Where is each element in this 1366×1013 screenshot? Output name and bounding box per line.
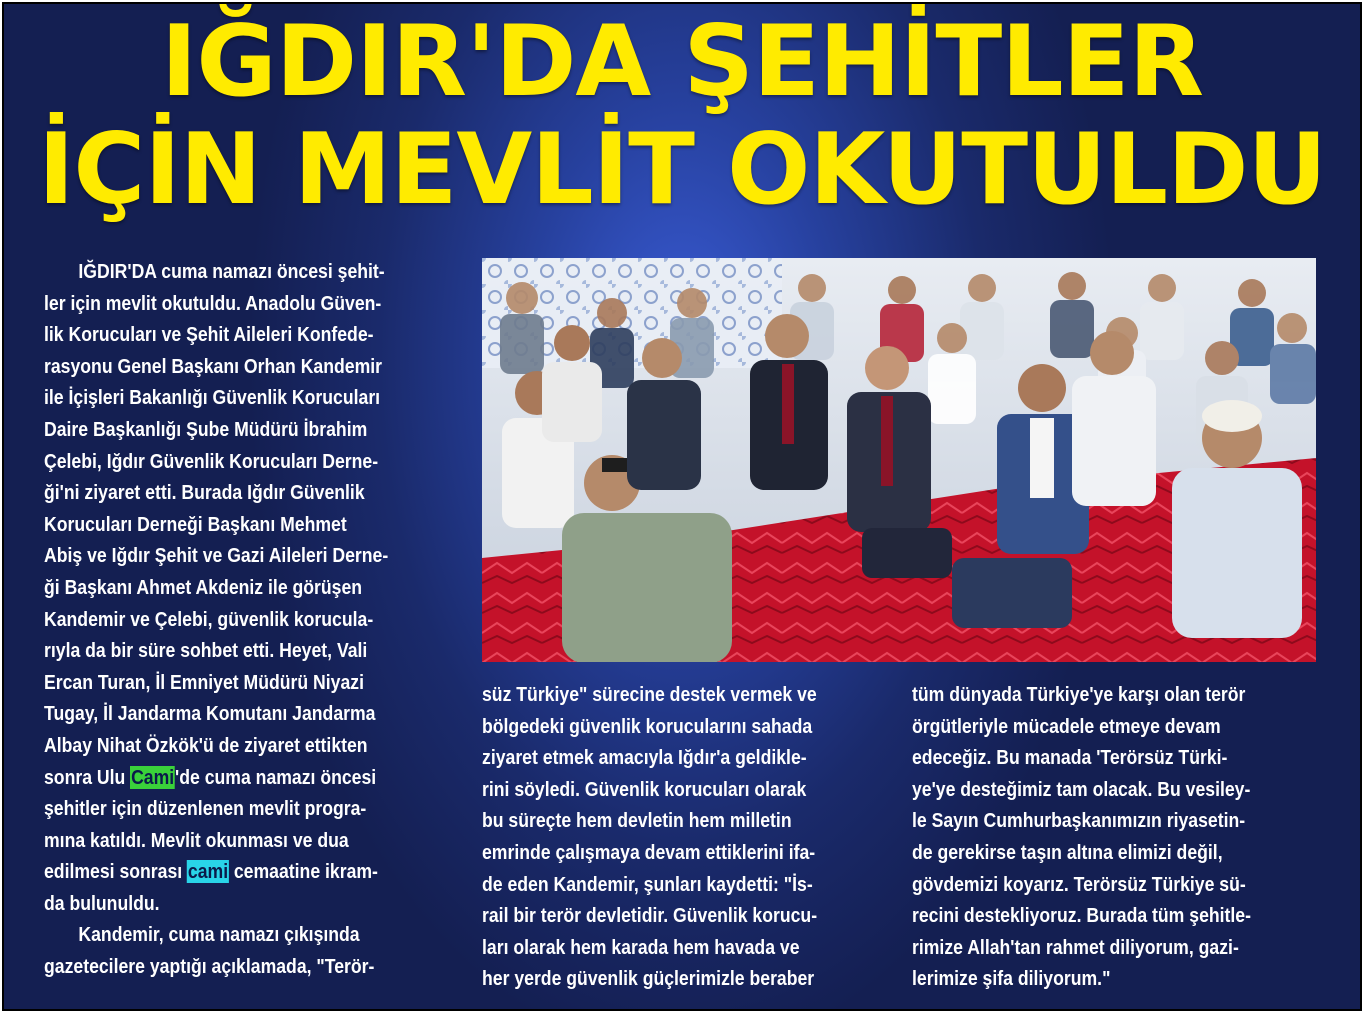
col2-line-8: ları olarak hem karada hem havada ve xyxy=(482,935,800,959)
col1-line-6: Çelebi, Iğdır Güvenlik Korucuları Derne- xyxy=(44,449,379,473)
col3-line-8: rimize Allah'tan rahmet diliyorum, gazi- xyxy=(912,935,1239,959)
article-column-1 xyxy=(44,256,448,983)
mosque-prayer-photo xyxy=(482,258,1316,662)
col3-line-9: lerimize şifa diliyorum." xyxy=(912,967,1111,991)
col2-line-9: her yerde güvenlik güçlerimizle beraber xyxy=(482,967,815,991)
col1-p2-line-0: Kandemir, cuma namazı çıkışında xyxy=(78,923,360,947)
col3-line-2: edeceğiz. Bu manada 'Terörsüz Türki- xyxy=(912,746,1228,770)
col2-line-0: süz Türkiye" sürecine destek vermek ve xyxy=(482,683,817,706)
col2-line-7: rail bir terör devletidir. Güvenlik korucu- xyxy=(482,904,818,928)
headline-line-1: IĞDIR'DA ŞEHİTLER xyxy=(160,5,1204,119)
col2-line-1: bölgedeki güvenlik korucularını sahada xyxy=(482,714,813,738)
col1-line-0: IĞDIR'DA cuma namazı öncesi şehit- xyxy=(78,260,385,283)
col3-line-5: de gerekirse taşın altına elimizi değil, xyxy=(912,840,1223,864)
col1-line-14: Tugay, İl Jandarma Komutanı Jandarma xyxy=(44,702,376,726)
col2-line-4: bu süreçte hem devletin hem milletin xyxy=(482,809,792,833)
col2-line-2: ziyaret etmek amacıyla Iğdır'a geldikle- xyxy=(482,746,807,770)
col1-line-7: ği'ni ziyaret etti. Burada Iğdır Güvenlik xyxy=(44,481,365,505)
col2-line-6: de eden Kandemir, şunları kaydetti: "İs- xyxy=(482,872,813,896)
col1-line-8: Korucuları Derneği Başkanı Mehmet xyxy=(44,512,347,536)
col1-line-12: rıyla da bir süre sohbet etti. Heyet, Vali xyxy=(44,639,368,663)
col1-line-4: ile İçişleri Bakanlığı Güvenlik Korucuları xyxy=(44,386,381,410)
highlighted-word-cami-2: cami xyxy=(187,860,229,884)
article-column-3 xyxy=(912,679,1316,995)
col1-line-3: rasyonu Genel Başkanı Orhan Kandemir xyxy=(44,354,383,378)
col3-line-1: örgütleriyle mücadele etmeye devam xyxy=(912,714,1221,738)
col1-line-11: Kandemir ve Çelebi, güvenlik korucula- xyxy=(44,607,374,631)
highlighted-word-cami: Cami xyxy=(131,765,175,789)
col3-line-7: recini destekliyoruz. Burada tüm şehitle- xyxy=(912,904,1251,928)
col1-line-1: ler için mevlit okutuldu. Anadolu Güven- xyxy=(44,291,382,315)
col3-line-3: ye'ye desteğimiz tam olacak. Bu vesiley- xyxy=(912,777,1251,801)
col1-line-mid-0: şehitler için düzenlenen mevlit progra- xyxy=(44,797,367,821)
col3-line-0: tüm dünyada Türkiye'ye karşı olan terör xyxy=(912,683,1246,706)
col1-line-9: Abiş ve Iğdır Şehit ve Gazi Aileleri Derne- xyxy=(44,544,389,568)
newspaper-clipping xyxy=(2,2,1362,1011)
col1-line-10: ği Başkanı Ahmet Akdeniz ile görüşen xyxy=(44,575,363,599)
text-fragment: cemaatine ikram- xyxy=(228,860,378,884)
col1-line-mid-1: mına katıldı. Mevlit okunması ve dua xyxy=(44,828,349,852)
news-photo xyxy=(482,258,1316,662)
col1-line-highlight-1 xyxy=(44,762,448,794)
col1-line-13: Ercan Turan, İl Emniyet Müdürü Niyazi xyxy=(44,670,365,694)
headline-line-2: İÇİN MEVLİT OKUTULDU xyxy=(37,113,1327,227)
col1-line-2: lik Korucuları ve Şehit Aileleri Konfede- xyxy=(44,323,374,347)
col1-p2-line-1: gazetecilere yaptığı açıklamada, "Terör- xyxy=(44,955,375,979)
text-fragment: sonra Ulu xyxy=(44,765,131,789)
col1-line-15: Albay Nihat Özkök'ü de ziyaret ettikten xyxy=(44,733,368,757)
col1-line-5: Daire Başkanlığı Şube Müdürü İbrahim xyxy=(44,417,368,441)
col2-line-3: rini söyledi. Güvenlik korucuları olarak xyxy=(482,777,807,801)
col3-line-6: gövdemizi koyarız. Terörsüz Türkiye sü- xyxy=(912,872,1246,896)
col1-line-end: da bulunuldu. xyxy=(44,891,160,915)
text-fragment: edilmesi sonrası xyxy=(44,860,188,884)
col2-line-5: emrinde çalışmaya devam ettiklerini ifa- xyxy=(482,840,816,864)
col1-line-highlight-2 xyxy=(44,856,448,888)
col3-line-4: le Sayın Cumhurbaşkanımızın riyasetin- xyxy=(912,809,1246,833)
article-column-2 xyxy=(482,679,879,995)
text-fragment: 'de cuma namazı öncesi xyxy=(175,765,377,789)
